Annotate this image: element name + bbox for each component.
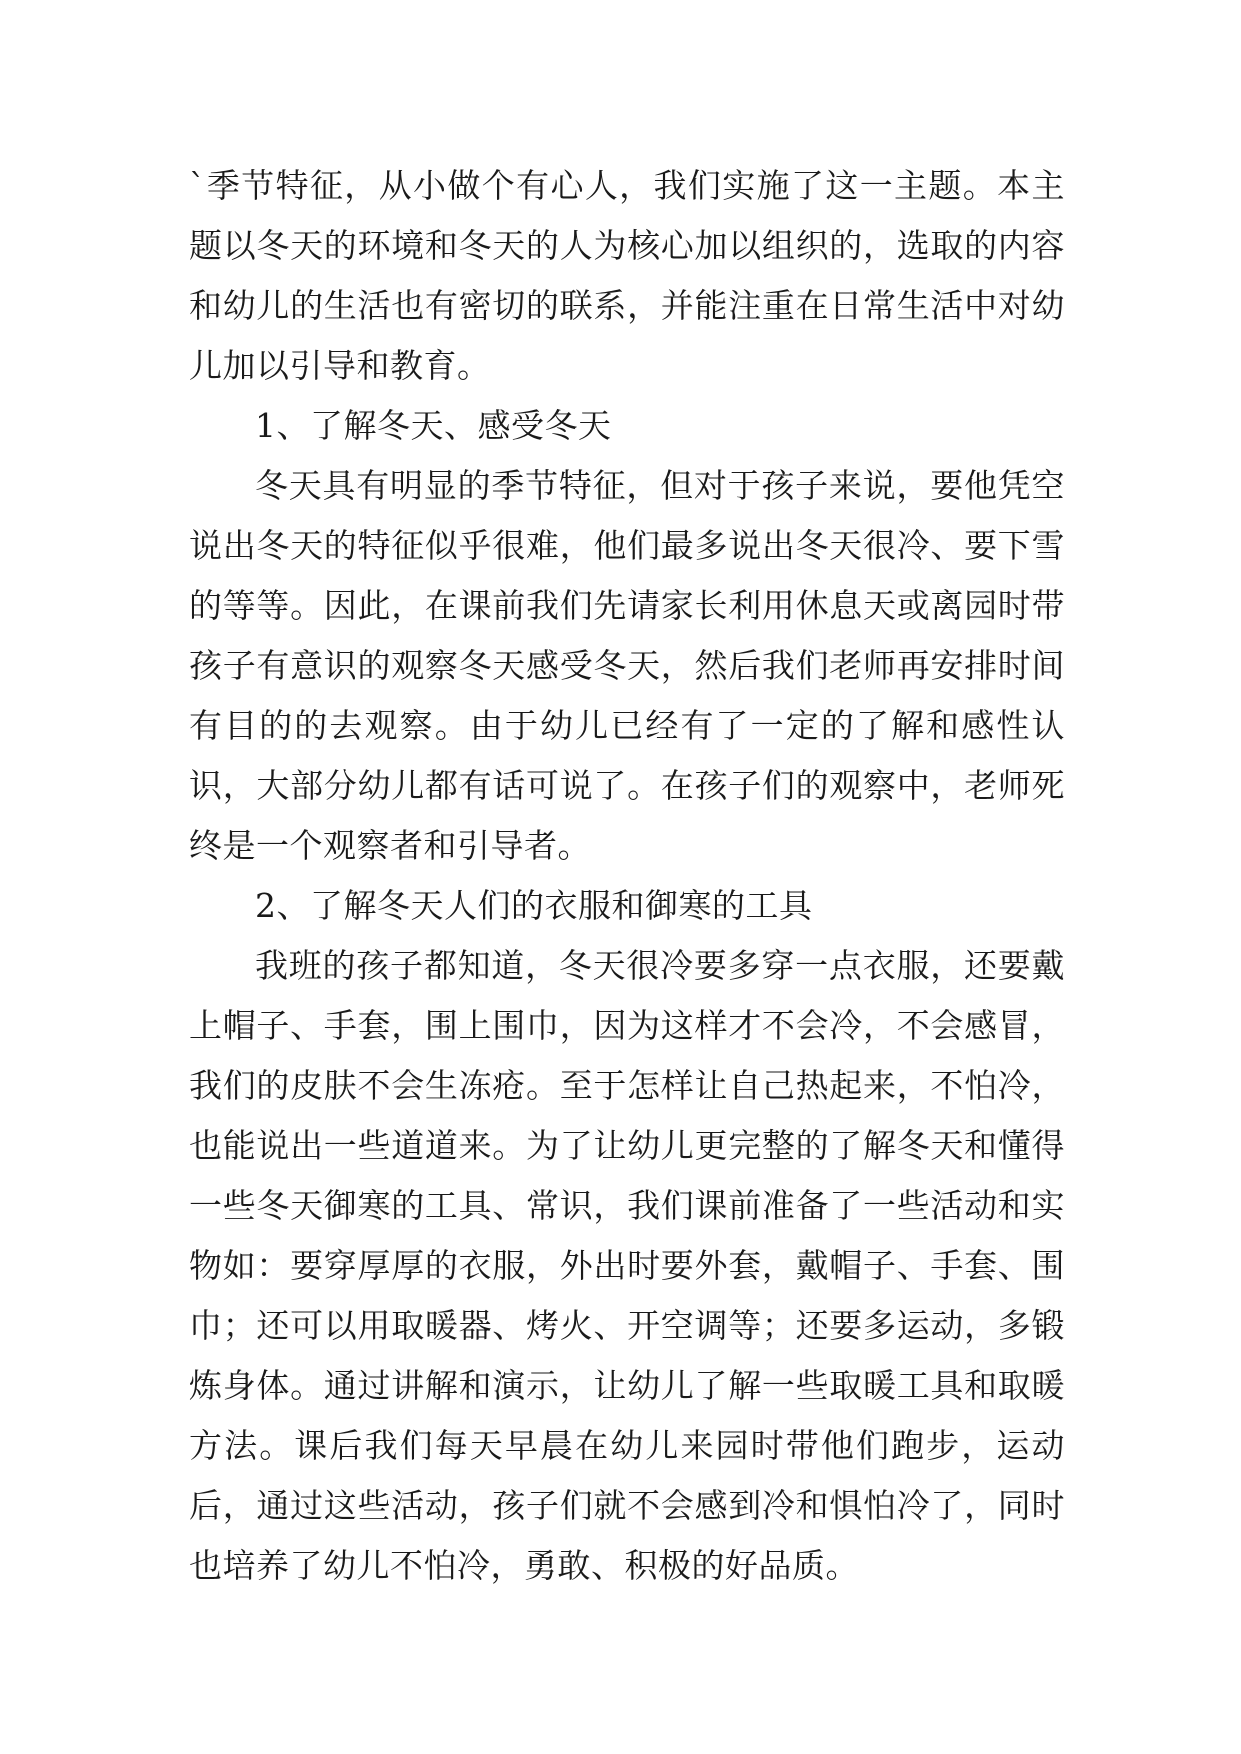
section-heading-1: 1、了解冬天、感受冬天 (255, 406, 612, 445)
body-paragraph-2: 冬天具有明显的季节特征，但对于孩子来说，要他凭空说出冬天的特征似乎很难，他们最多说出冬天很冷、要下雪的等等。因此，在课前我们先请家长利用休息天或离园时带孩子有意识的观察冬天感受冬天，然后我们老师再安排时间有目的的去观察。由于幼儿已经有了一定的了解和感性认识，大部分幼儿都有话可说了。在孩子们的观察中，老师死终是一个观察者和引导者。 (189, 466, 1065, 865)
body-paragraph-3: 我班的孩子都知道，冬天很冷要多穿一点衣服，还要戴上帽子、手套，围上围巾，因为这样才不会冷，不会感冒，我们的皮肤不会生冻疮。至于怎样让自己热起来，不怕冷，也能说出一些道道来。为了让幼儿更完整的了解冬天和懂得一些冬天御寒的工具、常识，我们课前准备了一些活动和实物如：要穿厚厚的衣服，外出时要外套，戴帽子、手套、围巾；还可以用取暖器、烤火、开空调等；还要多运动，多锻炼身体。通过讲解和演示，让幼儿了解一些取暖工具和取暖方法。课后我们每天早晨在幼儿来园时带他们跑步，运动后，通过这些活动，孩子们就不会感到冷和惧怕冷了，同时也培养了幼儿不怕冷，勇敢、积极的好品质。 (189, 946, 1065, 1585)
body-paragraph-1: `季节特征，从小做个有心人，我们实施了这一主题。本主题以冬天的环境和冬天的人为核心加以组织的，选取的内容和幼儿的生活也有密切的联系，并能注重在日常生活中对幼儿加以引导和教育。 (189, 166, 1065, 385)
section-heading-2: 2、了解冬天人们的衣服和御寒的工具 (255, 886, 813, 925)
document-body (189, 156, 1065, 1596)
